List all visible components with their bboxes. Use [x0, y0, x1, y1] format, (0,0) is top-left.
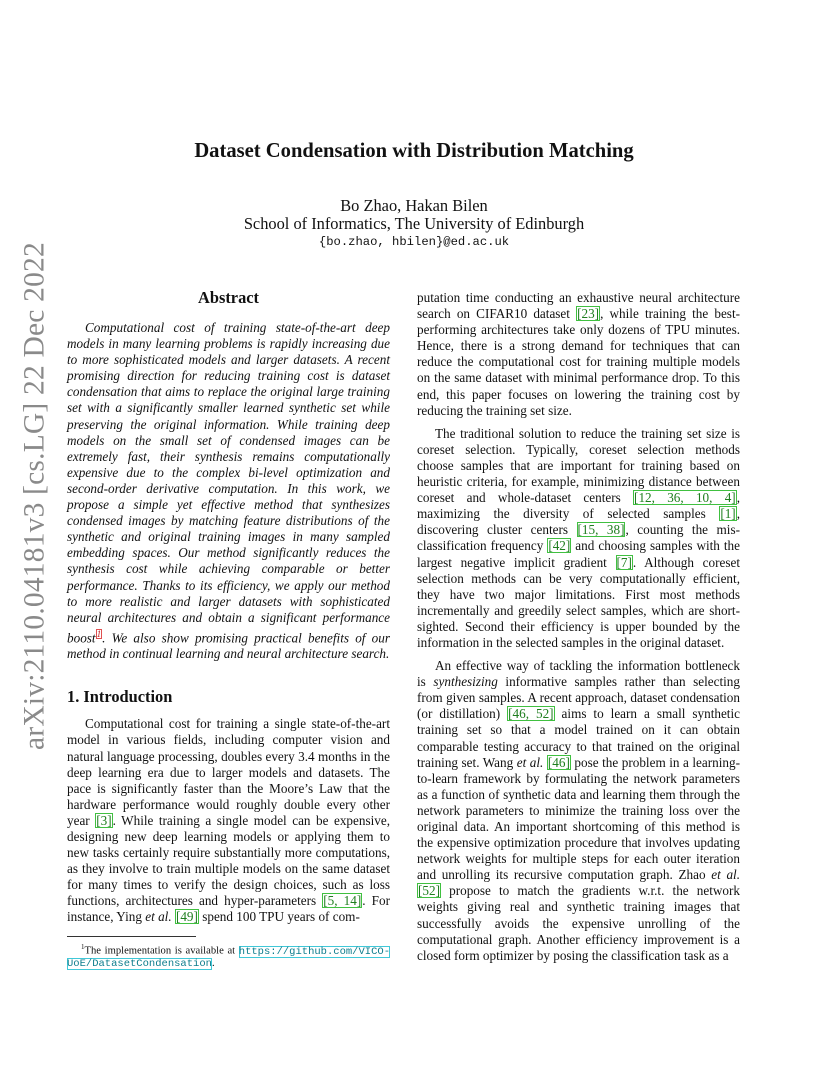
citation-link[interactable]: [1] [720, 506, 736, 522]
section-heading-introduction: 1. Introduction [67, 687, 173, 707]
abstract-text-main: Computational cost of training state-of-the-art deep models in many learning problems is rapidly increasing due to more sophisticated models and larger datasets. A recent promising direction for reducing training cost is dataset condensation that aims to replace the original large training set with a significantly smaller learned synthetic set while preserving the original information. While training deep models on the small set of condensed images can be extremely fast, their synthesis remains computationally expensive due to the complex bi-level optimization and second-order derivative computation. In this work, we propose a simple yet effective method that synthesizes condensed images by matching feature distributions of the synthetic and original training images in many sampled embedding spaces. Our method significantly reduces the synthesis cost while achieving comparable or better performance. Thanks to its efficiency, we apply our method to more realistic and larger datasets with sophisticated neural architectures and obtain a significant performance boost [67, 320, 390, 646]
abstract-text-end: . We also show promising practical benefits of our method in continual learning and neural architecture search. [67, 630, 390, 662]
citation-link[interactable]: [12, 36, 10, 4] [634, 490, 736, 506]
text-run: aims to learn a small synthetic training set so that a model trained on it can obtain comparable testing accuracy to that trained on the original training set. Wang [417, 706, 740, 770]
arxiv-stamp-text: arXiv:2110.04181v3 [cs.LG] 22 Dec 2022 [18, 242, 51, 750]
citation-link[interactable]: [49] [175, 909, 198, 925]
text-run: spend 100 TPU years of com- [198, 909, 360, 925]
citation-link[interactable]: [3] [96, 812, 112, 828]
text-run: . While training a single model can be expensive, designing new deep learning models or applying them to new tasks certainly require substantially more computations, as they involve to train multiple models on the same dataset for many times to verify the design choices, such as loss functions, architectures and hyper-parameters [67, 812, 390, 909]
text-run: Computational cost for training a single state-of-the-art model in various fields, including computer vision and natural language processing, doubles every 3.4 months in the deep learning era due to larger models and datasets. The pace is significantly faster than the Moore’s Law that the hardware performance would roughly double every other year [67, 716, 390, 828]
left-column [67, 288, 390, 926]
text-run: , maximizing the diversity of selected samples [417, 490, 740, 522]
paragraph-continued [417, 290, 740, 419]
abstract-text [67, 320, 390, 662]
paper-email: {bo.zhao, hbilen}@ed.ac.uk [318, 235, 510, 249]
arxiv-stamp [10, 242, 60, 750]
text-run: , counting the mis-classification frequency [417, 522, 740, 554]
right-column [417, 290, 740, 964]
citation-link[interactable]: [7] [616, 554, 632, 570]
text-run: The traditional solution to reduce the training set size is coreset selection. Typically, coreset selection methods choose samples that are important for training based on heuristic criteria, for example, minimizing distance between coreset and whole-dataset centers [417, 425, 740, 506]
paper-affiliation: School of Informatics, The University of Edinburgh [243, 214, 585, 233]
text-run: , discovering cluster centers [417, 506, 740, 538]
citation-link[interactable]: [46] [547, 754, 570, 770]
italic-text: synthesizing [433, 674, 498, 690]
footnote-rule [67, 936, 196, 937]
italic-text: et al. [516, 754, 544, 770]
text-run: pose the problem in a learning-to-learn framework by formulating the network parameters as a function of synthetic data and learning them through the network parameters to minimize the training loss over the original data. An important shortcoming of this method is the expensive optimization procedure that involves updating network weights for multiple steps for each outer iteration and unrolling its recursive computation graph. Zhao [417, 754, 740, 883]
text-run: . Although coreset selection methods can be very computationally efficient, they have two major limitations. First most methods incrementally and greedily select samples, which are short-sighted. Second their efficiency is upper bounded by the information in the selected samples in the original dataset. [417, 554, 740, 650]
text-run: and choosing samples with the largest negative implicit gradient [417, 538, 741, 570]
abstract-heading: Abstract [198, 288, 259, 307]
text-run: informative samples rather than selecting from given samples. A recent approach, dataset condensation (or distillation) [417, 674, 740, 722]
citation-link[interactable]: [23] [577, 306, 600, 322]
intro-paragraph-1 [67, 716, 390, 925]
paragraph-synthesizing [417, 658, 740, 964]
italic-text: et al. [145, 909, 172, 925]
text-run: propose to match the gradients w.r.t. the network weights giving real and synthetic training images that successfully avoids the expensive unrolling of the computational graph. Another efficiency improvement is a closed form optimizer by posing the classification task as a [417, 883, 740, 963]
citation-link[interactable]: [5, 14] [323, 893, 362, 909]
text-run: An effective way of tackling the information bottleneck is [417, 658, 740, 690]
text-run: , while training the best-performing architectures take only dozens of TPU minutes. Hence, there is a strong demand for techniques that can reduce the computational cost for training multiple models on the same dataset with minimal performance drop. To this end, this paper focuses on lowering the training cost by reducing the training set size. [417, 306, 740, 418]
citation-link[interactable]: [42] [548, 538, 571, 554]
github-url-link[interactable]: https://github.com/VICO-UoE/DatasetCondensation [67, 945, 390, 971]
citation-link[interactable]: [46, 52] [508, 706, 554, 722]
footnote [67, 941, 390, 971]
paper-authors: Bo Zhao, Hakan Bilen [340, 196, 488, 215]
citation-link[interactable]: [52] [418, 883, 440, 899]
footnote-end: . [211, 958, 215, 970]
text-run: putation time conducting an exhaustive neural architecture search on CIFAR10 dataset [417, 290, 740, 322]
paragraph-coreset [417, 426, 740, 651]
footnote-text: The implementation is available at [84, 945, 239, 957]
italic-text: et al. [711, 867, 740, 883]
footnote-ref-link[interactable]: 1 [96, 628, 102, 639]
paper-title: Dataset Condensation with Distribution Matching [194, 140, 634, 162]
text-run: . For instance, Ying [67, 893, 390, 925]
footnote-mark: 1 [81, 943, 85, 951]
citation-link[interactable]: [15, 38] [577, 522, 625, 538]
